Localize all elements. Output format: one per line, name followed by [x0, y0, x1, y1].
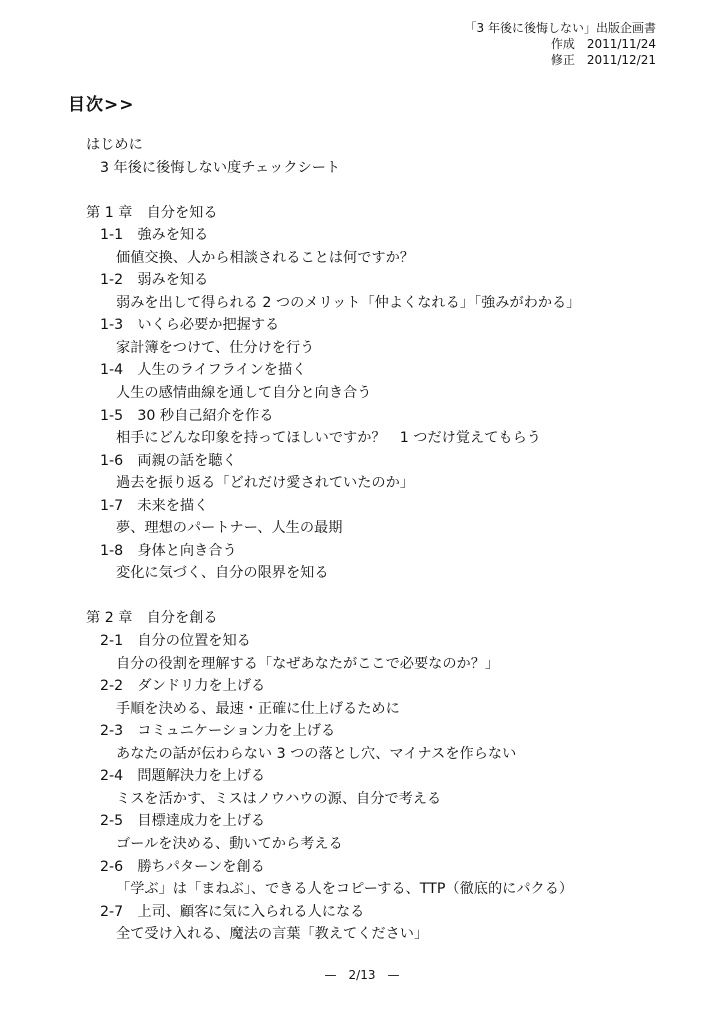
section-subtitle: 価値交換、人から相談されることは何ですか？ — [116, 249, 414, 266]
section-title: 2-1 自分の位置を知る — [100, 633, 251, 650]
chapter2-sections — [86, 630, 684, 946]
section-subtitle: 全て受け入れる、魔法の言葉「教えてください」 — [116, 926, 429, 943]
intro-heading: はじめに — [86, 137, 143, 153]
section-title: 1-3 いくら必要か把握する — [100, 317, 280, 334]
section-title: 1-7 未来を描く — [100, 497, 209, 514]
section-title: 2-2 ダンドリ力を上げる — [100, 678, 266, 695]
toc-title: 目次>> — [68, 95, 135, 115]
section-subtitle: 変化に気づく、自分の限界を知る — [116, 565, 329, 582]
section-subtitle: 手順を決める、最速・正確に仕上げるために — [116, 700, 400, 717]
created-date: 作成 2011/11/24 — [550, 37, 656, 51]
section-subtitle: 夢、理想のパートナー、人生の最期 — [116, 520, 343, 537]
chapter2-heading: 第 2 章 自分を創る — [86, 610, 218, 627]
intro-item: 3 年後に後悔しない度チェックシート — [100, 159, 341, 176]
section-subtitle: 「学ぶ」は「まねぶ」、できる人をコピーする、TTP（徹底的にパクる） — [116, 881, 574, 898]
section-title: 1-6 両親の話を聴く — [100, 452, 237, 469]
section-title: 2-7 上司、顧客に気に入られる人になる — [100, 903, 365, 920]
section-subtitle: 家計簿をつけて、仕分けを行う — [116, 339, 315, 356]
revised-date: 修正 2011/12/21 — [550, 53, 656, 67]
section-title: 1-1 強みを知る — [100, 227, 209, 244]
section-subtitle: 過去を振り返る「どれだけ愛されていたのか」 — [116, 475, 414, 492]
section-title: 1-4 人生のライフラインを描く — [100, 362, 307, 379]
section-title: 2-6 勝ちパターンを創る — [100, 858, 265, 875]
section-title: 2-3 コミュニケーション力を上げる — [100, 723, 336, 740]
chapter1-sections — [86, 224, 684, 585]
section-subtitle: 人生の感情曲線を通して自分と向き合う — [116, 385, 372, 402]
proposal-title: 「3 年後に後悔しない」出版企画書 — [464, 21, 656, 35]
section-title: 2-4 問題解決力を上げる — [100, 768, 266, 785]
page-number: — 2/13 — — [324, 968, 400, 982]
section-subtitle: 相手にどんな印象を持ってほしいですか？ 1 つだけ覚えてもらう — [116, 430, 541, 447]
section-subtitle: 自分の役割を理解する「なぜあなたがここで必要なのか？」 — [116, 655, 500, 672]
section-subtitle: ゴールを決める、動いてから考える — [116, 835, 343, 852]
section-title: 1-8 身体と向き合う — [100, 542, 237, 559]
table-of-contents — [86, 134, 684, 946]
chapter1-heading: 第 1 章 自分を知る — [86, 204, 218, 221]
section-subtitle: 弱みを出して得られる 2 つのメリット「仲よくなれる」「強みがわかる」 — [116, 294, 581, 311]
section-subtitle: あなたの話が伝わらない 3 つの落とし穴、マイナスを作らない — [116, 745, 517, 762]
section-title: 1-5 30 秒自己紹介を作る — [100, 407, 274, 424]
document-header — [465, 20, 656, 68]
section-title: 1-2 弱みを知る — [100, 272, 209, 289]
section-title: 2-5 目標達成力を上げる — [100, 813, 266, 830]
section-subtitle: ミスを活かす、ミスはノウハウの源、自分で考える — [116, 790, 442, 807]
